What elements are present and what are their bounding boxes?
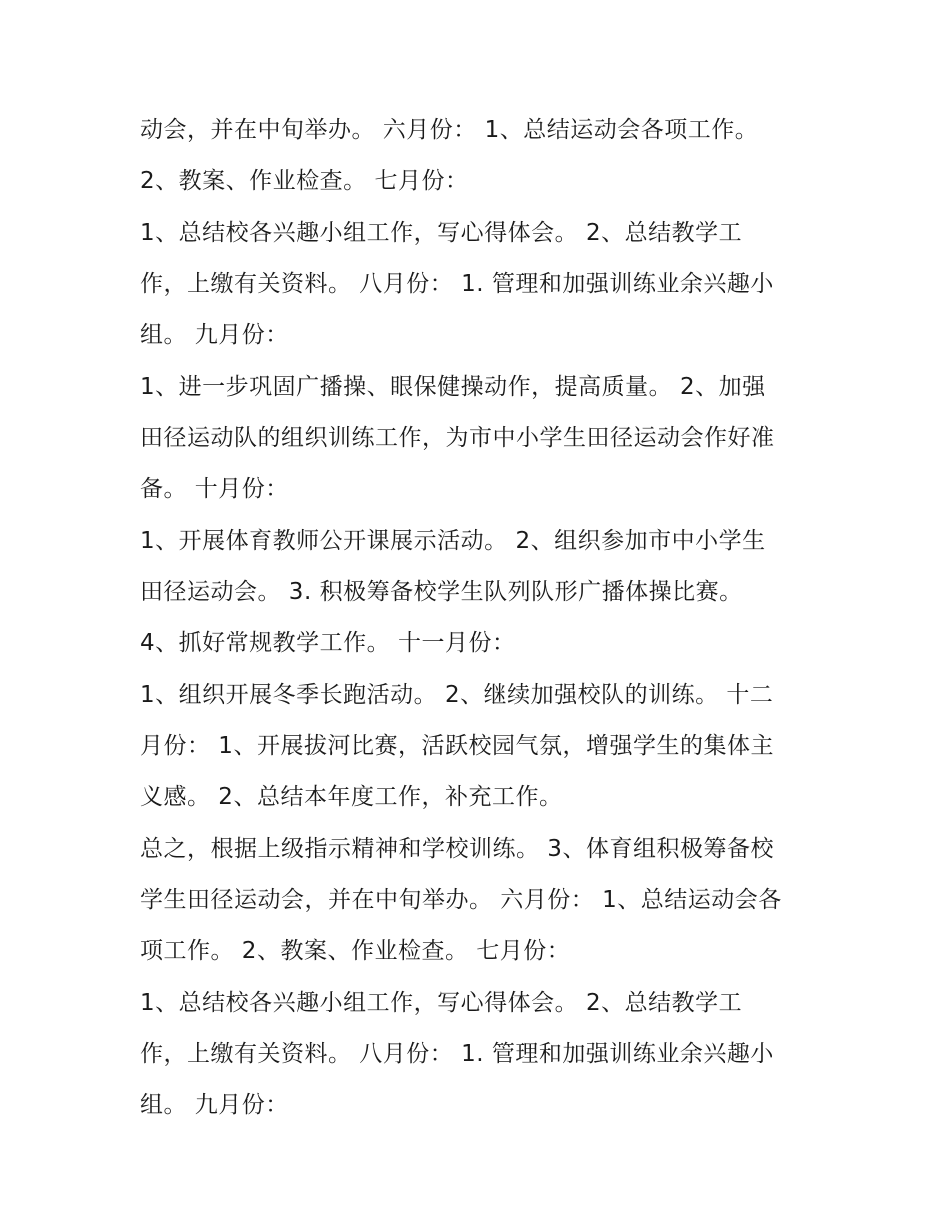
text-line: 备。 十月份： — [140, 476, 289, 502]
text-line: 1、总结校各兴趣小组工作，写心得体会。 2、总结教学工 — [140, 220, 743, 246]
text-line: 田径运动队的组织训练工作，为市中小学生田径运动会作好准 — [140, 425, 775, 451]
text-line: 总之，根据上级指示精神和学校训练。 3、体育组积极筹备校 — [140, 836, 774, 862]
text-line: 1、开展体育教师公开课展示活动。 2、组织参加市中小学生 — [140, 528, 766, 554]
text-line: 组。 九月份： — [140, 1092, 289, 1118]
text-line: 作，上缴有关资料。 八月份： 1. 管理和加强训练业余兴趣小 — [140, 1041, 774, 1067]
text-line: 1、组织开展冬季长跑活动。 2、继续加强校队的训练。 十二 — [140, 682, 774, 708]
text-line: 项工作。 2、教案、作业检查。 七月份： — [140, 938, 571, 964]
text-line: 田径运动会。 3. 积极筹备校学生队列队形广播体操比赛。 — [140, 579, 743, 605]
text-line: 学生田径运动会，并在中旬举办。 六月份： 1、总结运动会各 — [140, 887, 782, 913]
text-line: 组。 九月份： — [140, 322, 289, 348]
text-line: 月份： 1、开展拔河比赛，活跃校园气氛，增强学生的集体主 — [140, 733, 774, 759]
text-line: 义感。 2、总结本年度工作，补充工作。 — [140, 784, 563, 810]
text-line: 1、总结校各兴趣小组工作，写心得体会。 2、总结教学工 — [140, 990, 743, 1016]
text-line: 动会，并在中旬举办。 六月份： 1、总结运动会各项工作。 — [140, 117, 759, 143]
text-line: 4、抓好常规教学工作。 十一月份： — [140, 630, 516, 656]
text-line: 2、教案、作业检查。 七月份： — [140, 168, 469, 194]
text-line: 1、进一步巩固广播操、眼保健操动作，提高质量。 2、加强 — [140, 374, 766, 400]
text-line: 作，上缴有关资料。 八月份： 1. 管理和加强训练业余兴趣小 — [140, 271, 774, 297]
